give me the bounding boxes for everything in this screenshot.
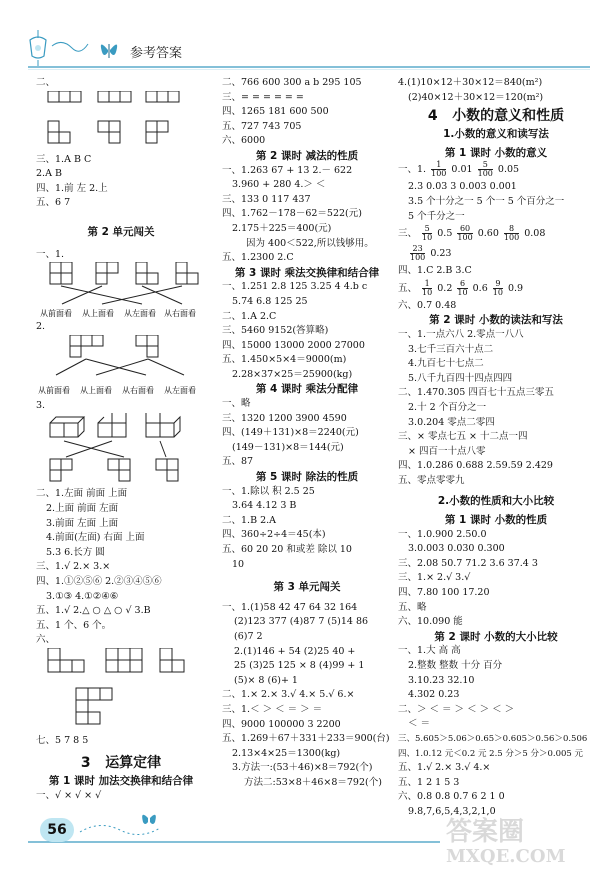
fraction [457, 280, 467, 297]
lantern-icon [30, 30, 46, 66]
answer-line: 六、0.8 0.8 0.7 6 2 1 0 [398, 791, 505, 803]
matching-figure-1 [36, 262, 206, 320]
answer-line: 5 个千分之一 [408, 210, 465, 222]
answer-line: 2.175＋225＝400(元) [232, 222, 332, 234]
lesson-heading: 第 2 课时 减法的性质 [255, 149, 359, 162]
answer-line: 四、9000 100000 3 2200 [222, 718, 341, 730]
answer-line: 二、1.A 2.C [222, 310, 277, 322]
lesson-heading: 第 1 课时 小数的性质 [444, 514, 548, 527]
figure-caption: 从上面看 [82, 309, 114, 319]
denominator: 100 [431, 169, 447, 179]
section-heading: 第 2 单元闯关 [87, 225, 155, 238]
answer-line: 9.8,7,6,5,4,3,2,1,0 [408, 805, 496, 817]
figure-caption: 从前面看 [38, 385, 70, 395]
swirl-decoration [52, 42, 88, 51]
answer-line: 3.10.23 32.10 [408, 674, 475, 686]
watermark-logo [440, 808, 590, 868]
answer-line: 五、1.√ 2.△ ○ △ ○ √ 3.B [36, 605, 151, 617]
answer-line: 五、1.269＋67＋331＋233＝900(台) [222, 733, 390, 745]
unit-title: 小数的意义和性质 [452, 108, 565, 125]
answer-line: 三、5460 9152(答算略) [222, 325, 329, 337]
watermark-title: 答案圈 [446, 817, 525, 847]
answer-line: 四、(149＋131)×8＝2240(元) [222, 427, 359, 439]
fraction [410, 245, 425, 262]
denominator: 100 [503, 233, 520, 243]
answer-line: 二、1.左面 前面 上面 [36, 488, 128, 500]
denominator: 10 [457, 287, 468, 297]
answer-line: 5.八千九百四十四点四四 [408, 372, 513, 384]
numerator: 1 [422, 280, 432, 289]
answer-line: 四、1.762－178－62＝522(元) [222, 208, 362, 220]
text: 0.2 [437, 282, 453, 294]
answer-line: 五、零点零零九 [398, 474, 465, 486]
header-title: 参考答案 [130, 46, 183, 61]
page-header [0, 0, 600, 70]
answer-line: 4.302 0.23 [408, 689, 460, 701]
answer-line: 七、5 7 8 5 [36, 734, 89, 746]
answer-line: 二、＞ ＜ ＝ ＞ ＜ ＞ ＜ ＞ [398, 703, 515, 715]
answer-line: 五、略 [398, 601, 427, 613]
numerator: 5 [478, 161, 493, 170]
column-3 [398, 76, 594, 820]
answer-line: 二、1.470.305 四百七十五点三零五 [398, 387, 554, 399]
figure-caption: 从前面看 [40, 309, 72, 319]
answer-line: 3.七千三百六十点二 [408, 343, 494, 355]
answer-line: 3.方法一:(53＋46)×8＝792(个) [232, 762, 373, 774]
denominator: 10 [422, 233, 433, 243]
answer-line: 5.3 6.长方 圆 [46, 546, 105, 558]
answer-line: 因为 400＜522,所以钱够用。 [246, 237, 374, 249]
answer-line: 2. [36, 321, 46, 333]
answer-line: 四、1.前 左 2.上 [36, 182, 108, 194]
text: 三、 [398, 228, 418, 240]
answer-line: 2.上面 前面 左面 [46, 502, 119, 514]
answer-line: 一、1. [36, 248, 65, 260]
watermark-url: MXQE.COM [446, 846, 566, 867]
answer-line: 四、1.①②⑤⑥ 2.②③④⑤⑥ [36, 575, 162, 587]
answer-line: 一、1.除以 积 2.5 25 [222, 485, 315, 497]
numerator: 6 [457, 280, 467, 289]
answer-line: 2.(1)146 + 54 (2)25 40 + [234, 645, 356, 657]
figure-caption: 从左面看 [124, 309, 156, 319]
answer-line: 五、1.450×5×4＝9000(m) [222, 354, 347, 366]
section-heading: 第 3 单元闯关 [273, 581, 341, 594]
text: 0.60 [477, 228, 499, 240]
fraction [478, 161, 493, 178]
unit-title: 运算定律 [105, 755, 162, 772]
unit-number: 3 [80, 755, 91, 772]
fraction [493, 280, 503, 297]
answer-line: 五、1.√ 2.× 3.√ 4.× [398, 762, 491, 774]
fraction [422, 280, 432, 297]
answer-line: 五、1.2300 2.C [222, 252, 294, 264]
cube-matching-figure [36, 413, 206, 487]
numerator: 60 [457, 225, 472, 234]
denominator: 100 [477, 169, 493, 179]
answer-line: 五、60 20 20 和或差 除以 10 [222, 544, 352, 555]
answer-line: 一、1.263 67 + 13 2.－ 622 [222, 164, 353, 176]
column-2 [222, 76, 392, 791]
answer-line: 五、87 [222, 456, 254, 468]
answer-line: 三、= = = = = = [222, 91, 304, 103]
numerator: 23 [410, 245, 425, 254]
answer-line: 3.64 4.12 3 B [232, 500, 297, 512]
figure-caption: 从左面看 [164, 385, 196, 395]
figure-caption: 从右面看 [122, 385, 154, 395]
fraction [422, 225, 432, 242]
answer-line: 三、5.605＞5.06＞0.65＞0.605＞0.56＞0.506 [398, 733, 588, 744]
answer-line: 二、766 600 300 a b 295 105 [222, 77, 362, 88]
answer-line: 4.前面(左面) 右面 上面 [46, 532, 145, 544]
fraction [504, 225, 519, 242]
answer-line: 一、1.大 高 高 [398, 645, 461, 657]
watermark [440, 808, 590, 868]
answer-line: 四、7.80 100 17.20 [398, 587, 490, 599]
text: 五、 [398, 282, 418, 294]
answer-line: 二、 [36, 77, 56, 88]
answer-line: 三、× 零点七五 × 十二点一四 [398, 431, 528, 443]
answer-line: 五、1 个、6 个。 [36, 619, 112, 631]
answer-line: 三、2.08 50.7 71.2 3.6 37.4 3 [398, 557, 538, 569]
text: 0.05 [497, 164, 520, 176]
answer-line [398, 279, 594, 299]
answer-line: 方法二:53×8＋46×8＝792(个) [244, 776, 382, 788]
answer-line: 一、略 [222, 398, 251, 410]
answer-line: 3.0.204 零点二零四 [408, 416, 495, 428]
text: 0.08 [524, 228, 546, 240]
answer-line: 4.九百七十七点二 [408, 358, 484, 370]
answer-line: 二、1.B 2.A [222, 514, 276, 526]
section-heading: 1.小数的意义和读写法 [443, 128, 549, 141]
lesson-heading: 第 3 课时 乘法交换律和结合律 [234, 266, 380, 279]
butterfly-icon [142, 815, 156, 824]
lesson-heading: 第 4 课时 乘法分配律 [255, 383, 359, 396]
answer-line: 2.3 0.03 3 0.003 0.001 [408, 181, 517, 193]
answer-line: 六、0.7 0.48 [398, 299, 457, 311]
numerator: 5 [422, 225, 432, 234]
figure-caption: 从上面看 [80, 385, 112, 395]
answer-line: 三、1.＜ ＞ ＜ ＝ ＞ ＝ [222, 703, 323, 715]
answer-line: 四、1.C 2.B 3.C [398, 265, 472, 277]
answer-line: 一、1.0.900 2.50.0 [398, 528, 487, 540]
answer-line: 一、1.一点六八 2.零点一八八 [398, 328, 524, 340]
answer-line: 3. [36, 399, 46, 411]
answer-line: ＜ ＝ [408, 718, 431, 730]
denominator: 100 [410, 253, 426, 263]
lesson-heading: 第 1 课时 小数的意义 [444, 146, 548, 159]
answer-line: 2.A B [36, 168, 62, 180]
answer-line: (149－131)×8＝144(元) [232, 441, 344, 453]
butterfly-icon [101, 44, 117, 58]
answer-line [398, 224, 594, 244]
answer-line: 五、1 2 1 5 3 [398, 776, 460, 788]
numerator: 9 [493, 280, 503, 289]
numerator: 1 [431, 161, 446, 170]
answer-line: 3.①③ 4.①②④⑥ [46, 590, 119, 602]
answer-line: 四、1.0.286 0.688 2.59.59 2.429 [398, 460, 553, 472]
answer-line: 三、1.A B C [36, 153, 92, 165]
lesson-heading: 第 2 课时 小数的大小比较 [434, 630, 558, 643]
answer-line: 三、1.√ 2.× 3.× [36, 561, 111, 573]
header-decoration [0, 0, 600, 70]
answer-line: 2.13×4×25＝1300(kg) [232, 747, 341, 759]
answer-line: 一、√ × √ × √ [36, 790, 102, 802]
answer-line: 10 [232, 558, 245, 570]
column-1 [36, 76, 206, 804]
answer-line: 3.960 + 280 4.＞ ＜ [232, 179, 326, 191]
answer-line: 一、1.251 2.8 125 3.25 4 4.b c [222, 281, 368, 293]
text: 0.5 [437, 228, 453, 240]
answer-line: × 四百一十点八零 [408, 445, 486, 457]
answer-line [398, 244, 594, 264]
unit-number: 4 [427, 108, 438, 125]
answer-line: 四、1265 181 600 500 [222, 106, 329, 118]
fraction [457, 225, 472, 242]
answer-line: 五、6 7 [36, 197, 71, 209]
cube-view-figure [36, 91, 206, 153]
answer-line: (6)7 2 [234, 630, 263, 642]
text: 0.6 [472, 282, 488, 294]
fraction [431, 161, 446, 178]
lesson-heading: 第 2 课时 小数的读法和写法 [429, 314, 563, 327]
answer-line: 四、15000 13000 2000 27000 [222, 339, 365, 351]
unit-heading [36, 752, 206, 774]
answer-line: 2.整数 整数 十分 百分 [408, 660, 503, 671]
numerator: 8 [504, 225, 519, 234]
answer-line: 四、360÷2÷4＝45(本) [222, 529, 326, 541]
answer-line: 四、1.0.12 元＜0.2 元 2.5 分＞5 分＞0.005 元 [398, 748, 584, 759]
answer-line: 3.0.003 0.030 0.300 [408, 543, 505, 555]
cube-view-figure-2 [36, 648, 206, 734]
answer-line: 2.28×37×25＝25900(kg) [232, 368, 353, 380]
answer-line: 二、1.× 2.× 3.√ 4.× 5.√ 6.× [222, 689, 355, 701]
lesson-heading: 第 5 课时 除法的性质 [255, 471, 359, 484]
answer-line: 六、 [36, 634, 56, 646]
section-heading: 2.小数的性质和大小比较 [437, 495, 555, 508]
answer-line: 25 (3)25 125 × 8 (4)99 + 1 [234, 660, 365, 672]
matching-figure-2 [36, 335, 206, 399]
answer-line [398, 160, 594, 180]
text: 0.01 [451, 164, 473, 176]
answer-line: 4.(1)10×12＋30×12＝840(m²) [398, 77, 543, 88]
answer-line: 三、133 0 117 437 [222, 193, 311, 205]
answer-line: 五、727 743 705 [222, 120, 302, 132]
denominator: 10 [492, 287, 503, 297]
answer-line: (2)123 377 (4)87 7 (5)14 86 [234, 616, 369, 628]
answer-line: (5)× 8 (6)+ 1 [234, 674, 298, 686]
answer-line: 三、1320 1200 3900 4590 [222, 412, 347, 424]
answer-line: 三、1.× 2.√ 3.√ [398, 572, 471, 584]
answer-line: 六、6000 [222, 135, 266, 147]
text: 0.23 [430, 248, 452, 260]
figure-caption: 从右面看 [164, 309, 196, 319]
answer-line: 3.前面 左面 上面 [46, 517, 119, 529]
answer-line: 六、10.090 能 [398, 616, 463, 628]
answer-line: 5.74 6.8 125 25 [232, 295, 308, 307]
text: 0.9 [507, 282, 524, 294]
answer-line: 一、1.(1)58 42 47 64 32 164 [222, 601, 358, 613]
page-number: 56 [40, 818, 74, 842]
denominator: 10 [422, 287, 433, 297]
answer-line: (2)40×12＋30×12＝120(m²) [408, 91, 544, 103]
lesson-heading: 第 1 课时 加法交换律和结合律 [48, 775, 194, 788]
text: 一、1. [398, 164, 427, 176]
answer-line: 2.十 2 个百分之一 [408, 401, 487, 413]
denominator: 100 [457, 233, 473, 243]
unit-heading [398, 105, 594, 127]
dotted-swirl [80, 825, 160, 834]
answer-line: 3.5 个十分之一 5 个一 5 个百分之一 [408, 195, 565, 207]
